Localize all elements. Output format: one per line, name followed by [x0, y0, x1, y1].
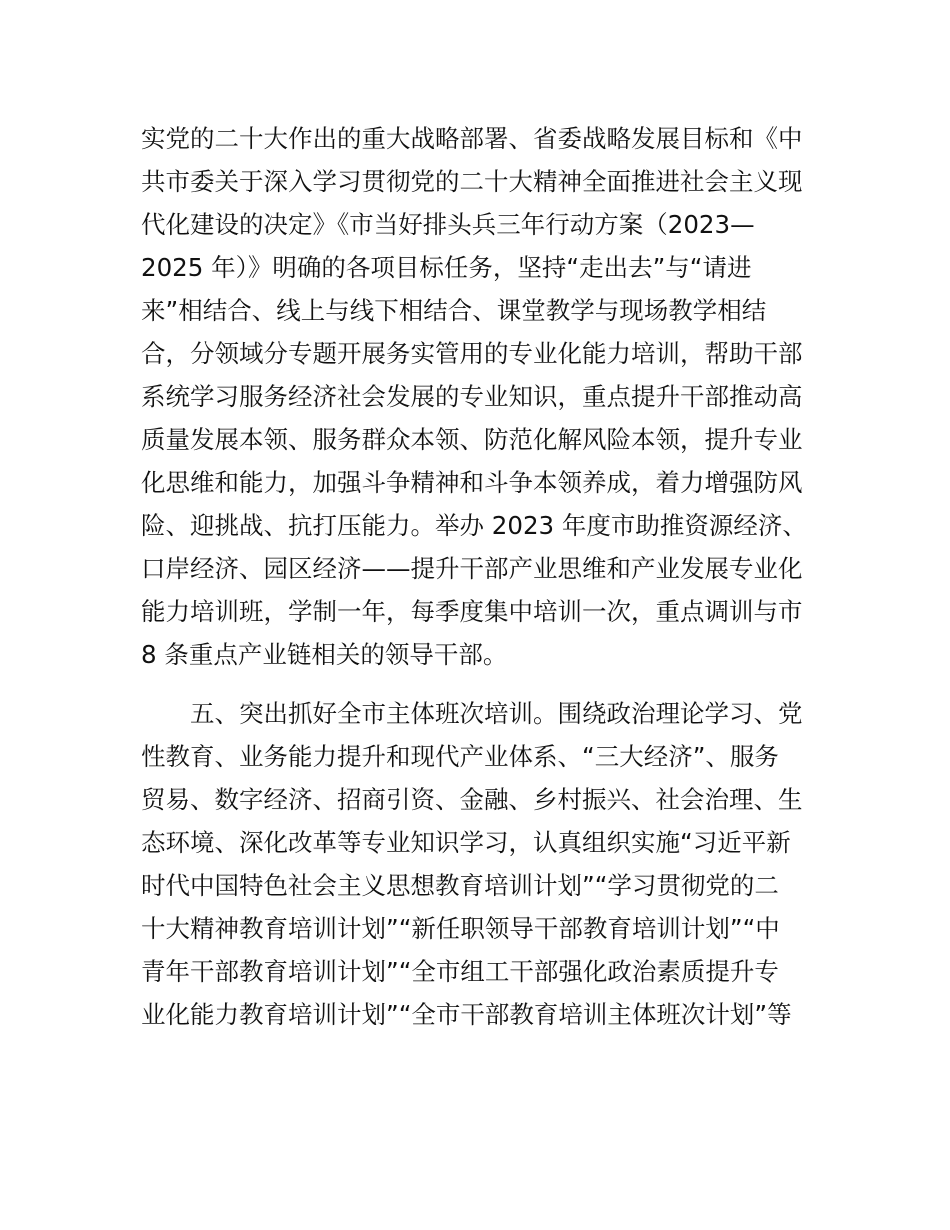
paragraph-line: 实党的二十大作出的重大战略部署、省委战略发展目标和《中 [141, 124, 803, 153]
paragraph-line: 时代中国特色社会主义思想教育培训计划”“学习贯彻党的二 [141, 871, 779, 900]
paragraph-line: 口岸经济、园区经济——提升干部产业思维和产业发展专业化 [141, 554, 803, 583]
paragraph-line: 2025 年）》明确的各项目标任务，坚持“走出去”与“请进 [141, 253, 752, 282]
paragraph-line: 能力培训班，学制一年，每季度集中培训一次，重点调训与市 [141, 597, 803, 626]
paragraph-line: 共市委关于深入学习贯彻党的二十大精神全面推进社会主义现 [141, 167, 803, 196]
paragraph-line: 质量发展本领、服务群众本领、防范化解风险本领，提升专业 [141, 425, 803, 454]
paragraph-line: 合，分领域分专题开展务实管用的专业化能力培训，帮助干部 [141, 339, 803, 368]
paragraph-line: 贸易、数字经济、招商引资、金融、乡村振兴、社会治理、生 [141, 785, 803, 814]
paragraph-line: 青年干部教育培训计划”“全市组工干部强化政治素质提升专 [141, 957, 779, 986]
paragraph-line: 来”相结合、线上与线下相结合、课堂教学与现场教学相结 [141, 296, 767, 325]
section-heading-line: 五、突出抓好全市主体班次培训。围绕政治理论学习、党 [141, 699, 803, 728]
paragraph-line: 8 条重点产业链相关的领导干部。 [141, 640, 508, 669]
paragraph-line: 险、迎挑战、抗打压能力。举办 2023 年度市助推资源经济、 [141, 511, 807, 540]
paragraph-line: 化思维和能力，加强斗争精神和斗争本领养成，着力增强防风 [141, 468, 803, 497]
paragraph-line: 十大精神教育培训计划”“新任职领导干部教育培训计划”“中 [141, 914, 780, 943]
paragraph-1 [141, 117, 813, 676]
paragraph-line: 态环境、深化改革等专业知识学习，认真组织实施“习近平新 [141, 828, 791, 857]
paragraph-line: 代化建设的决定》《市当好排头兵三年行动方案（2023— [141, 210, 755, 239]
paragraph-line: 业化能力教育培训计划”“全市干部教育培训主体班次计划”等 [141, 1000, 792, 1029]
paragraph-line: 系统学习服务经济社会发展的专业知识，重点提升干部推动高 [141, 382, 803, 411]
paragraph-2 [141, 692, 813, 1036]
paragraph-line: 性教育、业务能力提升和现代产业体系、“三大经济”、服务 [141, 742, 779, 771]
